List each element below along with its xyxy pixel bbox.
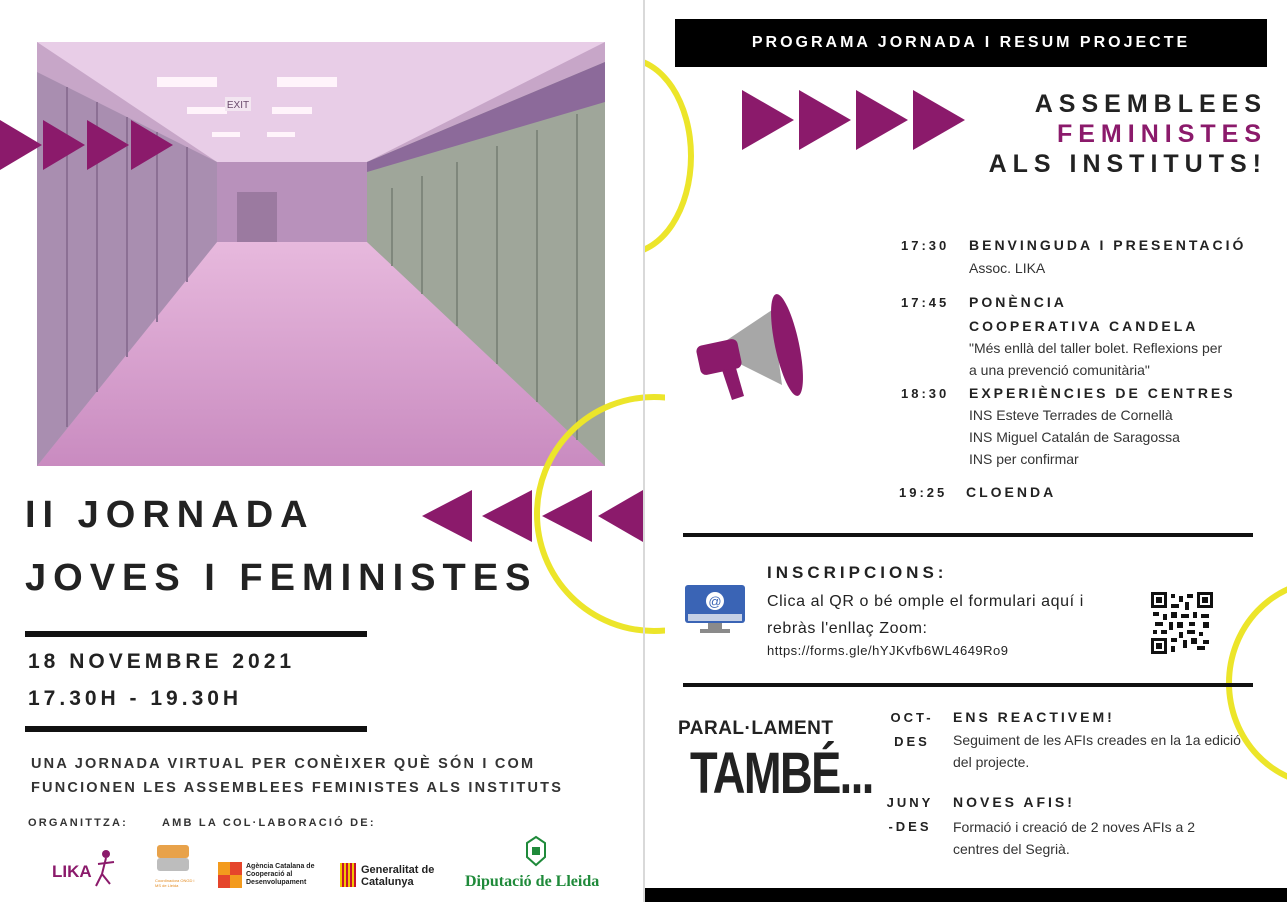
arrows-decoration xyxy=(742,88,972,152)
headline-line-3: ALS INSTITUTS! xyxy=(988,150,1267,178)
inscripcions-title: INSCRIPCIONS: xyxy=(767,563,948,582)
program-line: INS per confirmar xyxy=(969,451,1079,467)
period-line: JUNY xyxy=(886,795,934,810)
program-item xyxy=(896,235,1276,291)
svg-text:@: @ xyxy=(708,594,722,609)
program-list xyxy=(896,235,1276,505)
coordinadora-logo xyxy=(155,843,195,893)
program-title: EXPERIÈNCIES DE CENTRES xyxy=(969,385,1236,401)
divider xyxy=(683,533,1253,537)
period-line: -DES xyxy=(888,819,932,834)
bottom-bar xyxy=(645,888,1287,902)
program-title: CLOENDA xyxy=(966,484,1057,500)
event-title-line-2: JOVES I FEMINISTES xyxy=(25,557,538,599)
program-line: Assoc. LIKA xyxy=(969,260,1046,276)
parallel-period xyxy=(884,791,936,839)
program-time: 17:45 xyxy=(901,295,950,310)
lika-figure-icon xyxy=(90,848,120,888)
registration-link[interactable]: https://forms.gle/hYJKvfb6WL4649Ro9 xyxy=(767,643,1009,658)
megaphone-icon xyxy=(692,290,807,405)
program-item xyxy=(896,481,1276,505)
divider xyxy=(25,726,367,732)
period-line: DES xyxy=(894,734,930,749)
program-line: INS Miguel Catalán de Saragossa xyxy=(969,429,1180,445)
parallel-title: NOVES AFIS! xyxy=(953,794,1075,810)
acd-mark-icon xyxy=(218,862,242,888)
event-time: 17.30H - 19.30H xyxy=(28,687,243,710)
program-line: INS Esteve Terrades de Cornellà xyxy=(969,407,1173,423)
arrows-decoration xyxy=(0,115,180,175)
acd-logo-text: Agència Catalana de Cooperació al Desenvolupament xyxy=(246,863,315,886)
tambe-label: TAMBÉ... xyxy=(690,741,873,806)
collab-label: AMB LA COL·LABORACIÓ DE: xyxy=(162,817,376,829)
hands-icon xyxy=(155,843,191,873)
lika-logo-text: LIKA xyxy=(52,862,92,881)
event-title-line-1: II JORNADA xyxy=(25,494,315,536)
parallel-period xyxy=(886,706,938,754)
diputacio-logo-text: Diputació de Lleida xyxy=(465,873,600,890)
generalitat-logo-text: Generalitat de Catalunya xyxy=(361,864,435,888)
headline-line-1: ASSEMBLEES xyxy=(1034,90,1267,118)
exit-sign: EXIT xyxy=(226,100,250,111)
parallel-text: Seguiment de les AFIs creades en la 1a edició del projecte. xyxy=(953,732,1241,770)
divider xyxy=(25,631,367,637)
program-title: PONÈNCIA xyxy=(969,294,1067,310)
event-description: UNA JORNADA VIRTUAL PER CONÈIXER QUÈ SÓN I COM FUNCIONEN LES ASSEMBLEES FEMINISTES ALS INSTITUTS xyxy=(31,756,564,796)
program-item xyxy=(896,291,1276,381)
inscripcions-text: Clica al QR o bé omple el formulari aquí i rebràs l'enllaç Zoom: xyxy=(767,593,1084,637)
event-date: 18 NOVEMBRE 2021 xyxy=(28,650,296,673)
program-subtitle: COOPERATIVA CANDELA xyxy=(969,318,1199,334)
lika-logo xyxy=(52,848,122,888)
organitza-label: ORGANITTZA: xyxy=(28,817,128,829)
program-title: BENVINGUDA I PRESENTACIÓ xyxy=(969,237,1247,253)
period-line: OCT- xyxy=(890,710,934,725)
program-time: 18:30 xyxy=(901,386,950,401)
program-time: 19:25 xyxy=(899,485,948,500)
generalitat-logo xyxy=(340,863,440,893)
page-divider xyxy=(643,0,645,902)
program-item xyxy=(896,381,1276,481)
program-line: "Més enllà del taller bolet. Reflexions per xyxy=(969,340,1223,356)
paralel-label: PARAL·LAMENT xyxy=(678,718,834,739)
shield-icon xyxy=(525,835,547,867)
diputacio-logo xyxy=(463,835,613,891)
coordinadora-logo-text: Coordinadora ONGD i MS de Lleida xyxy=(155,878,195,888)
acd-logo xyxy=(218,862,328,892)
qr-code[interactable] xyxy=(1151,592,1213,654)
senyera-icon xyxy=(340,863,356,887)
program-time: 17:30 xyxy=(901,238,950,253)
parallel-text: Formació i creació de 2 noves AFIs a 2 centres del Segrià. xyxy=(953,819,1195,857)
parallel-title: ENS REACTIVEM! xyxy=(953,709,1115,725)
headline-line-2: FEMINISTES xyxy=(1056,120,1267,148)
hallway-photo xyxy=(37,42,605,466)
program-line: a una prevenció comunitària" xyxy=(969,362,1150,378)
program-header: PROGRAMA JORNADA I RESUM PROJECTE xyxy=(675,19,1267,67)
computer-email-icon xyxy=(684,584,746,636)
divider xyxy=(683,683,1253,687)
arrows-left-decoration xyxy=(420,488,643,548)
